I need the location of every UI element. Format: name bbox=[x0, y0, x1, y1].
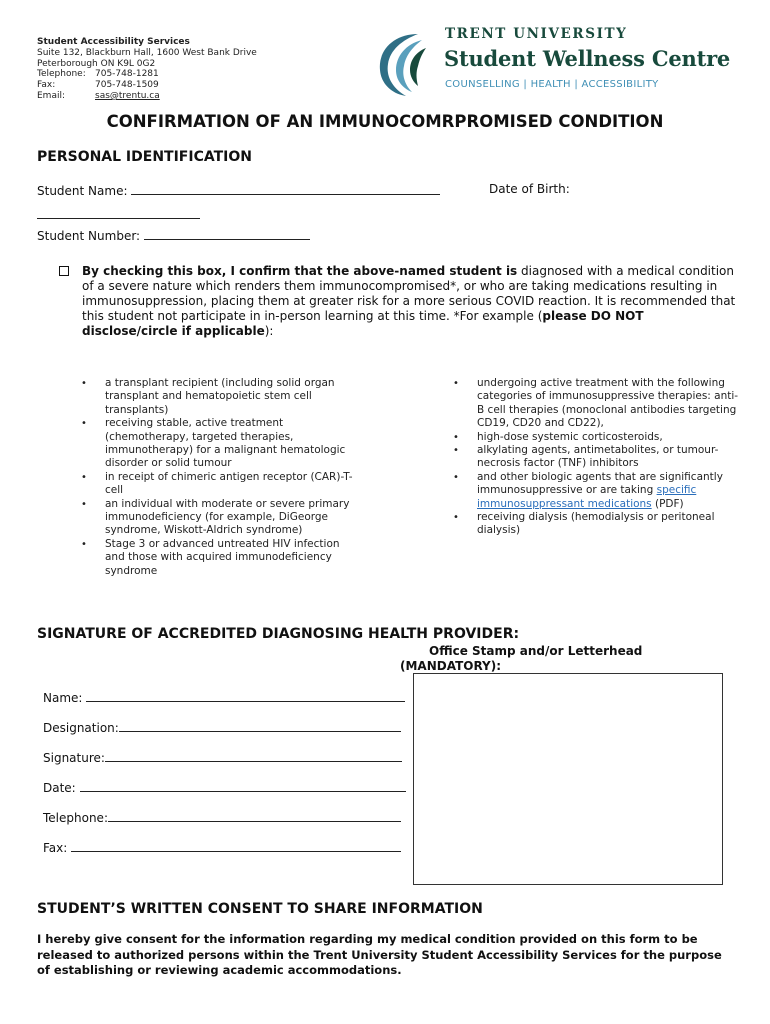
dob-label: Date of Birth: bbox=[489, 182, 570, 196]
student-number-field[interactable] bbox=[144, 227, 310, 240]
stamp-box[interactable] bbox=[413, 673, 723, 885]
bullet-icon: • bbox=[81, 498, 87, 510]
telephone-label: Telephone: bbox=[37, 69, 86, 80]
bullet-icon: • bbox=[453, 512, 459, 524]
telephone-row bbox=[37, 69, 257, 80]
provider-telephone-row bbox=[43, 810, 401, 825]
confirmation-bold-intro: By checking this box, I confirm that the above-named student is bbox=[82, 264, 518, 278]
email-link[interactable]: sas@trentu.ca bbox=[95, 90, 160, 101]
designation-field[interactable] bbox=[119, 720, 401, 732]
confirmation-text bbox=[82, 264, 742, 339]
centre-subtitle: COUNSELLING | HEALTH | ACCESSIBILITY bbox=[445, 79, 659, 90]
student-name-field[interactable] bbox=[131, 182, 440, 195]
provider-fax-field[interactable] bbox=[71, 840, 401, 852]
list-item: • an individual with moderate or severe primary immunodeficiency (for example, DiGeorge syndrome, Wiskott-Aldrich syndrome) bbox=[81, 497, 350, 537]
trent-crest-icon bbox=[372, 28, 442, 98]
signature-row bbox=[43, 750, 402, 765]
signature-label: Signature: bbox=[43, 751, 105, 765]
stamp-label bbox=[400, 644, 642, 673]
org-name: Student Accessibility Services bbox=[37, 37, 190, 47]
bullet-icon: • bbox=[453, 378, 459, 389]
signature-heading: SIGNATURE OF ACCREDITED DIAGNOSING HEALTH PROVIDER: bbox=[37, 626, 520, 642]
list-item: • receiving dialysis (hemodialysis or peritoneal dialysis) bbox=[453, 511, 715, 537]
address-line-2: Peterborough ON K9L 0G2 bbox=[37, 58, 156, 69]
confirmation-closing: ): bbox=[264, 324, 274, 338]
provider-telephone-field[interactable] bbox=[108, 810, 401, 822]
email-row bbox=[37, 91, 257, 102]
fax-value: 705-748-1509 bbox=[95, 80, 159, 91]
provider-fax-row bbox=[43, 840, 401, 855]
date-row bbox=[43, 780, 406, 795]
email-label: Email: bbox=[37, 90, 66, 101]
left-condition-list bbox=[81, 377, 360, 578]
list-item: • Stage 3 or advanced untreated HIV infection and those with acquired immunodeficiency syndrome bbox=[81, 537, 340, 577]
student-number-label: Student Number: bbox=[37, 229, 141, 243]
centre-name: Student Wellness Centre bbox=[444, 46, 731, 71]
personal-heading: PERSONAL IDENTIFICATION bbox=[37, 149, 252, 165]
designation-row bbox=[43, 720, 401, 735]
designation-label: Designation: bbox=[43, 721, 119, 735]
list-item: • high-dose systemic corticosteroids, bbox=[453, 430, 663, 443]
provider-fax-label: Fax: bbox=[43, 841, 68, 855]
provider-name-field[interactable] bbox=[86, 690, 405, 702]
consent-heading: STUDENT’S WRITTEN CONSENT TO SHARE INFORMATION bbox=[37, 901, 483, 917]
student-number-row bbox=[37, 227, 310, 243]
confirmation-note: please DO NOT disclose/circle if applicable bbox=[82, 309, 644, 338]
bullet-icon: • bbox=[453, 471, 459, 483]
list-item: • undergoing active treatment with the following categories of immunosuppressive therapies: anti-B cell therapies (monoclonal antibodies targeting CD19, CD20 and CD22), bbox=[453, 377, 739, 430]
stamp-label-line-1: Office Stamp and/or Letterhead bbox=[429, 644, 643, 658]
provider-name-label: Name: bbox=[43, 691, 83, 705]
list-item: • a transplant recipient (including solid organ transplant and hematopoietic stem cell transplants) bbox=[81, 377, 335, 416]
date-field[interactable] bbox=[80, 780, 406, 792]
university-name: TRENT UNIVERSITY bbox=[445, 26, 628, 42]
list-item: • and other biologic agents that are significantly immunosuppressive or are taking specific immunosuppressant medications (PDF) bbox=[453, 470, 723, 510]
bullet-icon: • bbox=[81, 418, 87, 430]
list-item: • receiving stable, active treatment (chemotherapy, targeted therapies, immunotherapy) for a malignant hematologic disorder or solid tumour bbox=[81, 417, 346, 470]
bullet-icon: • bbox=[81, 471, 87, 483]
trent-logo bbox=[372, 26, 732, 96]
confirmation-body: diagnosed with a medical condition of a severe nature which renders them immunocompromised*, or who are taking medications resulting in immunosuppression, placing them at greater risk for a more serious COVID reaction. It is recommended that this student not participate in in-person learning at this time. *For example ( bbox=[82, 264, 736, 323]
stamp-label-line-2: (MANDATORY): bbox=[400, 658, 502, 673]
fax-row bbox=[37, 80, 257, 91]
contact-block bbox=[37, 37, 257, 102]
date-label: Date: bbox=[43, 781, 76, 795]
provider-name-row bbox=[43, 690, 405, 705]
student-name-row bbox=[37, 182, 440, 198]
list-item: • in receipt of chimeric antigen receptor (CAR)-T-cell bbox=[81, 470, 353, 497]
medications-link[interactable]: specific immunosuppressant medications bbox=[477, 484, 697, 510]
bullet-icon: • bbox=[81, 378, 87, 389]
bullet-icon: • bbox=[81, 538, 87, 550]
list-item: • alkylating agents, antimetabolites, or tumour-necrosis factor (TNF) inhibitors bbox=[453, 444, 719, 470]
student-name-label: Student Name: bbox=[37, 184, 128, 198]
signature-field[interactable] bbox=[105, 750, 402, 762]
fax-label: Fax: bbox=[37, 80, 56, 91]
right-condition-list bbox=[453, 377, 739, 538]
address-line-1: Suite 132, Blackburn Hall, 1600 West Bank Drive bbox=[37, 47, 257, 58]
bullet-icon: • bbox=[453, 431, 459, 443]
consent-text: I hereby give consent for the information regarding my medical condition provided on this form to be released to authorized persons within the Trent University Student Accessibility Services for the purpose of establishing or reviewing academic accommodations. bbox=[37, 932, 722, 977]
dob-field[interactable] bbox=[37, 206, 200, 219]
bullet-icon: • bbox=[453, 445, 459, 457]
telephone-value: 705-748-1281 bbox=[95, 69, 159, 80]
page-title: CONFIRMATION OF AN IMMUNOCOMRPROMISED CONDITION bbox=[106, 112, 664, 131]
confirmation-checkbox[interactable] bbox=[59, 266, 69, 276]
provider-telephone-label: Telephone: bbox=[43, 811, 108, 825]
